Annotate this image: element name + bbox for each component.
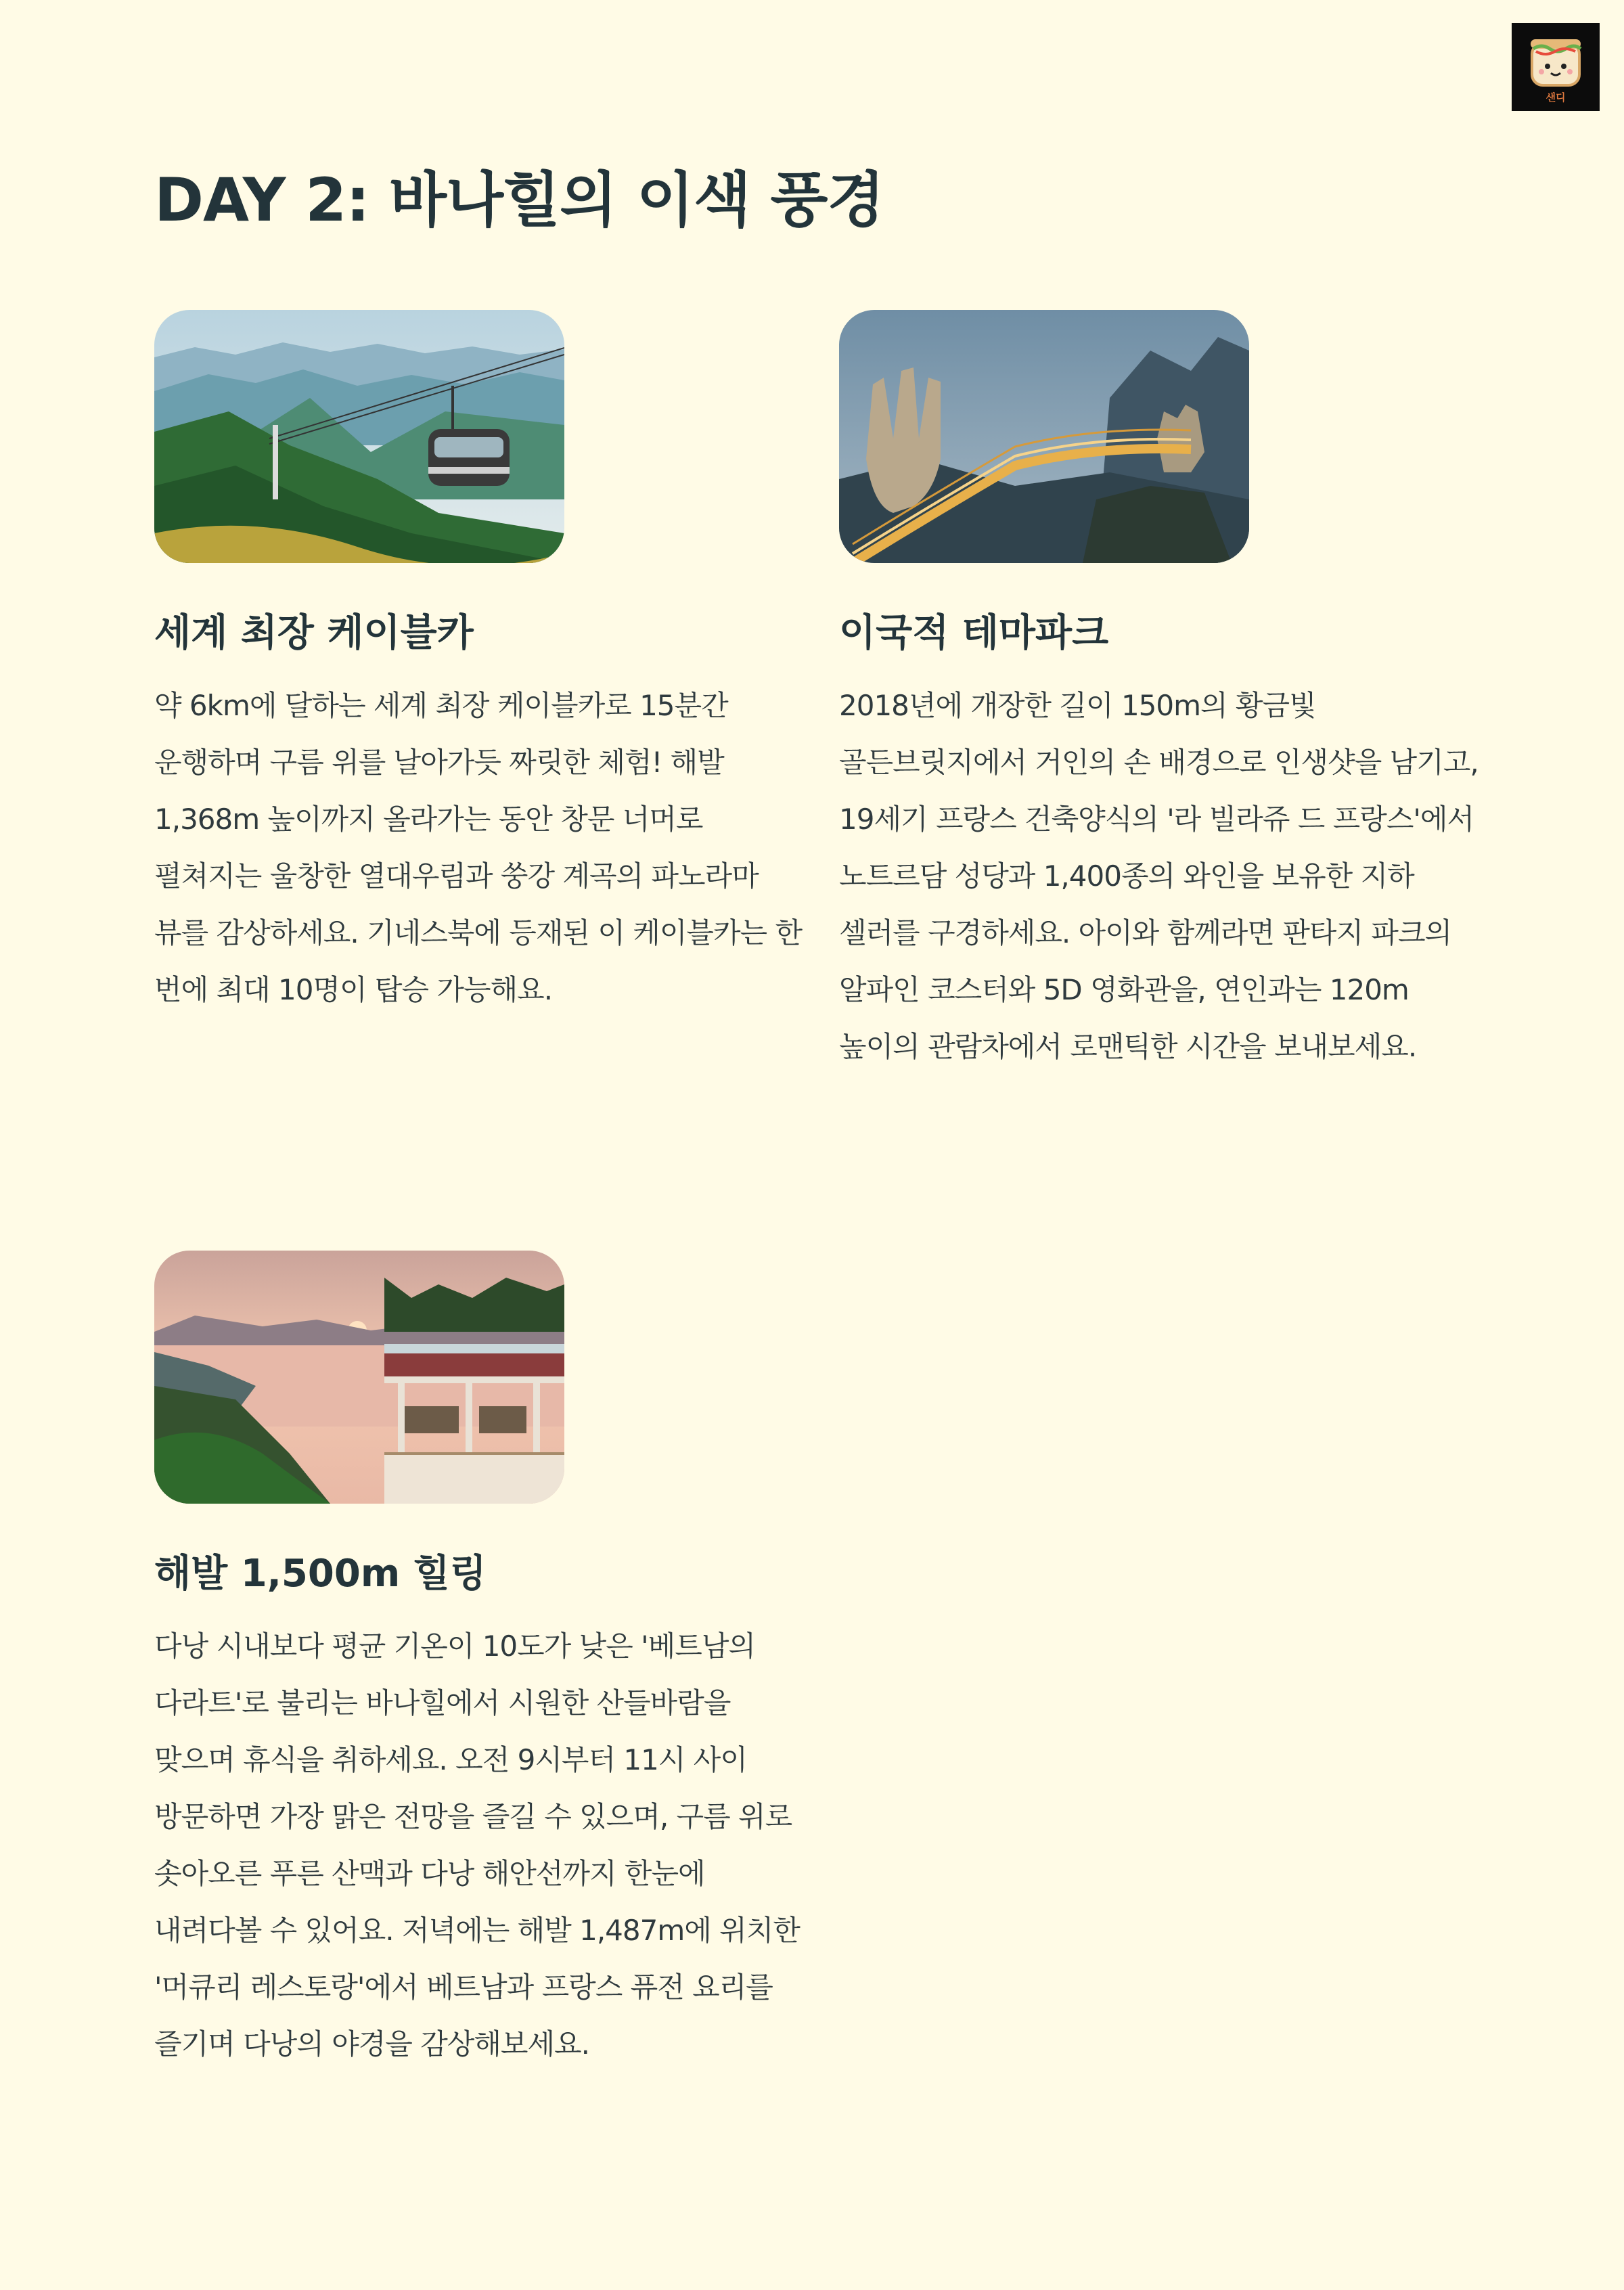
card-title: 이국적 테마파크 (839, 611, 1109, 655)
logo-label: 샌디 (1546, 91, 1566, 104)
card-theme-park (839, 310, 1489, 1075)
sunset-restaurant-photo (154, 1251, 564, 1504)
golden-bridge-photo (839, 310, 1249, 563)
cable-car-photo (154, 310, 564, 563)
page-title: DAY 2: 바나힐의 이색 풍경 (154, 165, 884, 235)
brand-logo (1512, 23, 1600, 111)
card-cable-car (154, 310, 804, 1018)
card-title: 해발 1,500m 힐링 (154, 1552, 487, 1596)
card-title: 세계 최장 케이블카 (154, 611, 474, 655)
card-healing (154, 1251, 804, 2073)
card-body: 다낭 시내보다 평균 기온이 10도가 낮은 '베트남의 다라트'로 불리는 바나힐에서 시원한 산들바람을 맞으며 휴식을 취하세요. 오전 9시부터 11시 사이 방문하면 가장 맑은 전망을 즐길 수 있으며, 구름 위로 솟아오른 푸른 산맥과 다낭 해안선까지 한눈에 내려다볼 수 있어요. 저녁에는 해발 1,487m에 위치한 '머큐리 레스토랑'에서 베트남과 프랑스 퓨전 요리를 즐기며 다낭의 야경을 감상해보세요. (154, 1630, 800, 2061)
card-body: 2018년에 개장한 길이 150m의 황금빛 골든브릿지에서 거인의 손 배경으로 인생샷을 남기고, 19세기 프랑스 건축양식의 '라 빌라쥬 드 프랑스'에서 노트르담 성당과 1,400종의 와인을 보유한 지하 셀러를 구경하세요. 아이와 함께라면 판타지 파크의 알파인 코스터와 5D 영화관을, 연인과는 120m 높이의 관람차에서 로맨틱한 시간을 보내보세요. (839, 689, 1479, 1064)
sandwich-mascot-icon (1518, 30, 1593, 91)
card-body: 약 6km에 달하는 세계 최장 케이블카로 15분간 운행하며 구름 위를 날아가듯 짜릿한 체험! 해발 1,368m 높이까지 올라가는 동안 창문 너머로 펼쳐지는 울창한 열대우림과 쑹강 계곡의 파노라마 뷰를 감상하세요. 기네스북에 등재된 이 케이블카는 한 번에 최대 10명이 탑승 가능해요. (154, 689, 803, 1007)
